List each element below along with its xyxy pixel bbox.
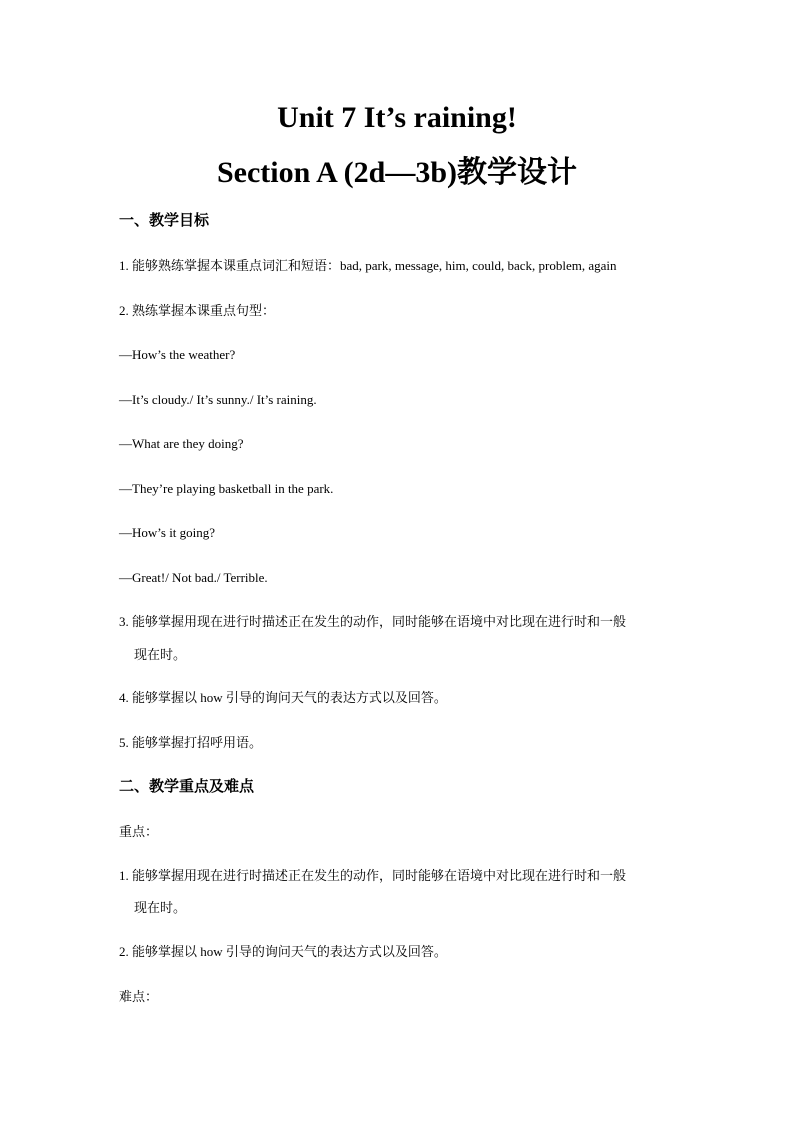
dialogue-line: —Great!/ Not bad./ Terrible. <box>119 570 268 585</box>
objective-item-1: 1. 能够熟练掌握本课重点词汇和短语：bad, park, message, him, could, back, problem, again <box>119 258 617 273</box>
section-heading-objectives: 一、教学目标 <box>119 213 210 229</box>
objective-item-3: 3. 能够掌握用现在进行时描述正在发生的动作，同时能够在语境中对比现在进行时和一般 <box>119 614 627 629</box>
document-subtitle: Section A (2d—3b)教学设计 <box>216 156 578 189</box>
dialogue-line: —What are they doing? <box>119 436 244 451</box>
dialogue-line: —They’re playing basketball in the park. <box>119 481 334 496</box>
focus-item-1-continued: 现在时。 <box>134 900 187 915</box>
objective-item-4: 4. 能够掌握以 how 引导的询问天气的表达方式以及回答。 <box>119 690 447 705</box>
objective-item-5: 5. 能够掌握打招呼用语。 <box>119 735 263 750</box>
section-heading-key-points: 二、教学重点及难点 <box>119 779 255 795</box>
dialogue-line: —How’s it going? <box>119 525 216 540</box>
focus-label: 重点： <box>119 824 159 839</box>
dialogue-line: —It’s cloudy./ It’s sunny./ It’s raining. <box>119 392 317 407</box>
focus-item-1: 1. 能够掌握用现在进行时描述正在发生的动作，同时能够在语境中对比现在进行时和一般 <box>119 868 627 883</box>
objective-item-2: 2. 熟练掌握本课重点句型： <box>119 303 276 318</box>
document-title: Unit 7 It’s raining! <box>277 101 517 134</box>
focus-item-2: 2. 能够掌握以 how 引导的询问天气的表达方式以及回答。 <box>119 944 447 959</box>
objective-item-3-continued: 现在时。 <box>134 647 187 662</box>
dialogue-line: —How’s the weather? <box>119 347 236 362</box>
difficulty-label: 难点： <box>119 989 159 1004</box>
